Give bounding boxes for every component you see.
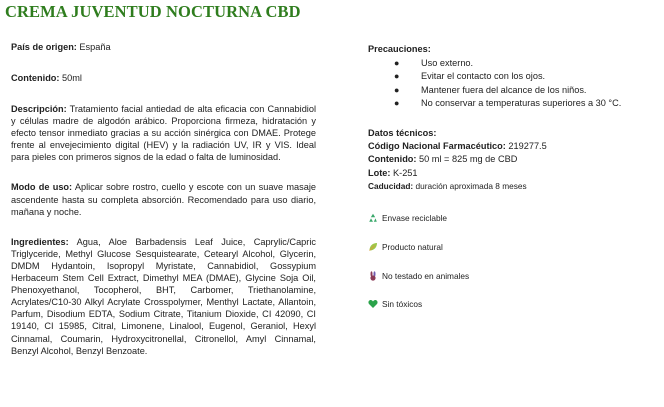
ingredients-label: Ingredientes: [11,236,69,247]
precautions-list [368,57,660,110]
precaution-text: Uso externo. [421,58,474,68]
lot-value: K-251 [390,167,418,178]
precautions-title: Precauciones: [368,44,431,54]
ingredients-text: Agua, Aloe Barbadensis Leaf Juice, Caprylic/Capric Triglyceride, Methyl Glucose Sesquistearate, Cetearyl Alcohol, Glycerin, DMDM Hydantoin, Isopropyl Myristate, Cannabidiol, Gossypium Herbaceum Stem Cell Extract, Dimethyl MEA (DMAE), Glycine Soja Oil, Phenoxyethanol, Tocopherol, BHT, Carbomer, Triethanolamine, Acrylates/C10-30 Alkyl Acrylate Crosspolymer, Menthyl Lactate, Allantoin, Parfum, Disodium EDTA, Sodium Citrate, Titanium Dioxide, CI 42090, CI 19140, CI 15985, Citral, Limonene, Linalool, Eugenol, Geraniol, Hexyl Cinnamal, Coumarin, Hydroxycitronellal, Citronellol, Amyl Cinnamal, Benzyl Alcohol, Benzyl Benzoate. [11,236,316,356]
bullet-icon: ● [394,84,400,95]
origin-label: País de origen: [11,42,77,52]
pharma-code-line [368,140,660,153]
precaution-text: No conservar a temperaturas superiores a 30 °C. [421,97,622,108]
badge-natural [368,240,660,254]
bullet-icon: ● [394,58,400,68]
expiry-label: Caducidad: [368,180,414,191]
badge-non-toxic [368,297,660,311]
list-item [368,97,660,110]
pharma-code-label: Código Nacional Farmacéutico: [368,141,506,152]
recycle-icon [368,213,378,223]
tech-content-label: Contenido: [368,154,417,165]
product-details [11,41,316,357]
usage-paragraph [11,181,316,217]
ingredients-paragraph [11,236,316,357]
list-item [368,57,660,70]
bullet-icon: ● [394,71,400,82]
description-label: Descripción: [11,104,67,114]
lot-label: Lote: [368,167,391,178]
badge-label: No testado en animales [382,270,470,281]
expiry-value: duración aproximada 8 meses [413,180,527,191]
feature-badges [368,211,660,311]
product-title: CREMA JUVENTUD NOCTURNA CBD [5,2,301,21]
tech-content-value: 50 ml = 825 mg de CBD [416,154,518,165]
description-text: Tratamiento facial antiedad de alta eficacia con Cannabidiol y células madre de algodón arábico. Proporciona firmeza, hidratación y efecto tensor inmediato gracias a su acción sinérgica con DMAE. Protege frente al envejecimiento digital (HEV) y la radiación UV, IR y VIS. Ideal para pieles con primeros signos de la edad o falta de luminosidad. [11,104,316,163]
bullet-icon: ● [394,97,400,108]
origin-line [11,41,316,54]
side-info [368,43,660,326]
leaf-icon [368,242,378,252]
usage-text: Aplicar sobre rostro, cuello y escote con un suave masaje ascendente hasta su completa absorción. Recomendado para uso diario, mañana y noche. [11,182,316,217]
badge-cruelty-free [368,269,660,283]
precaution-text: Evitar el contacto con los ojos. [421,71,546,82]
technical-title: Datos técnicos: [368,128,437,139]
description-paragraph [11,103,316,163]
content-value: 50ml [59,73,82,83]
technical-data [368,127,660,193]
expiry-line [368,180,660,193]
list-item [368,70,660,83]
pharma-code-value: 219277.5 [505,141,547,152]
tech-content-line [368,153,660,166]
precaution-text: Mantener fuera del alcance de los niños. [421,84,587,95]
origin-value: España [76,42,111,52]
usage-label: Modo de uso: [11,182,73,193]
badge-label: Sin tóxicos [382,299,423,310]
list-item [368,84,660,97]
badge-recyclable [368,211,660,225]
heart-icon [368,299,378,309]
rabbit-icon [368,271,378,281]
badge-label: Producto natural [382,241,443,252]
lot-line [368,167,660,180]
content-line [11,72,316,85]
badge-label: Envase reciclable [382,213,448,223]
content-label: Contenido: [11,73,60,83]
